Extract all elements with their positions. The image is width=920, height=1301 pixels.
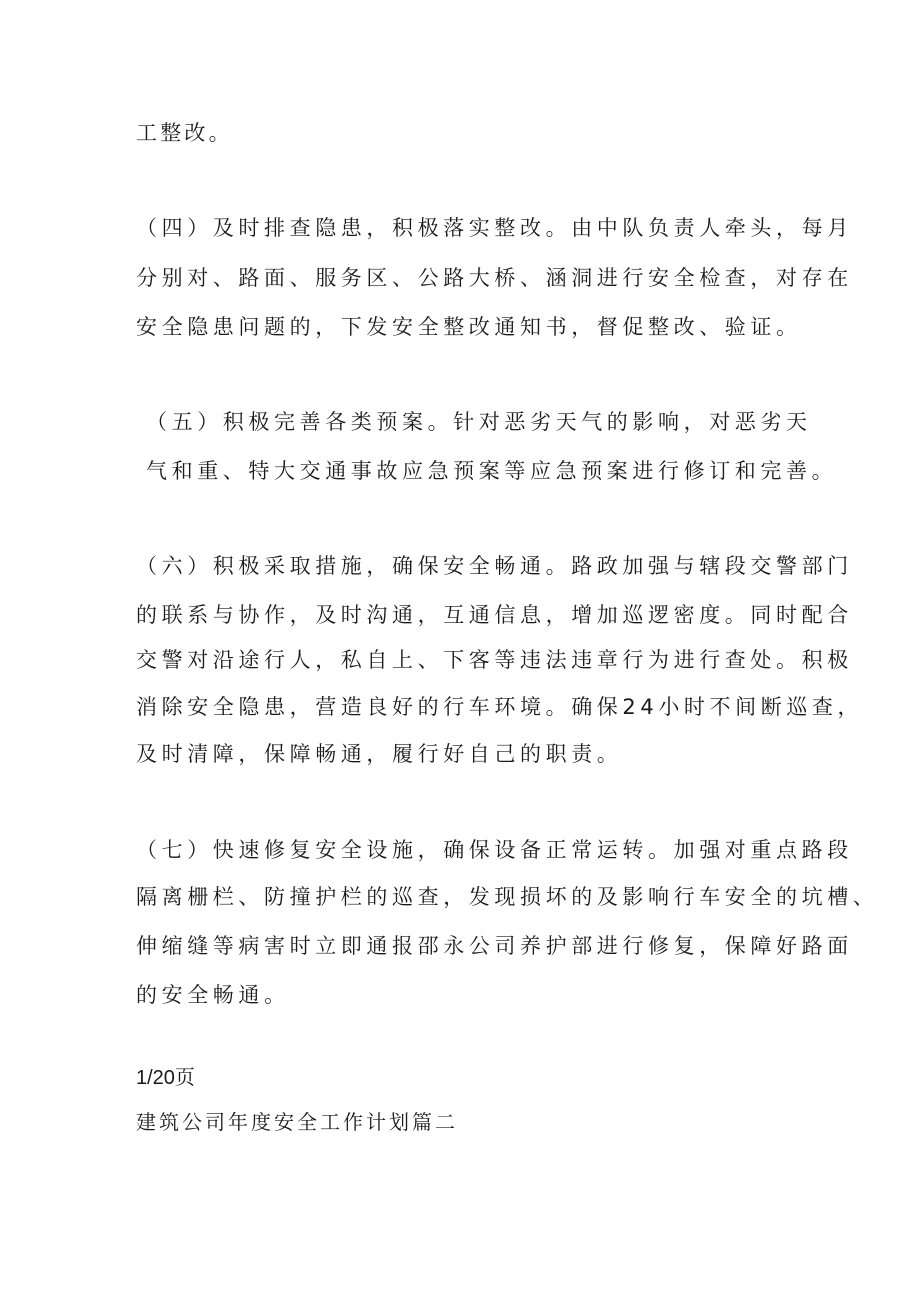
paragraph-line: 的联系与协作，及时沟通，互通信息，增加巡逻密度。同时配合 bbox=[136, 603, 853, 627]
paragraph-line: 隔离栅栏、防撞护栏的巡查，发现损坏的及影响行车安全的坑槽、 bbox=[136, 885, 879, 909]
paragraph-line: （四）及时排查隐患，积极落实整改。由中队负责人牵头，每月 bbox=[136, 216, 853, 240]
paragraph-line: 的安全畅通。 bbox=[136, 983, 290, 1007]
next-section-title: 建筑公司年度安全工作计划篇二 bbox=[136, 1110, 458, 1134]
paragraph-line: 伸缩缝等病害时立即通报邵永公司养护部进行修复，保障好路面 bbox=[136, 934, 853, 958]
paragraph-line: （七）快速修复安全设施，确保设备正常运转。加强对重点路段 bbox=[136, 838, 853, 862]
paragraph-line: 交警对沿途行人，私自上、下客等违法违章行为进行查处。积极 bbox=[136, 648, 853, 672]
paragraph-line: 安全隐患问题的，下发安全整改通知书，督促整改、验证。 bbox=[136, 315, 802, 339]
paragraph-line: 及时清障，保障畅通，履行好自己的职责。 bbox=[136, 742, 623, 766]
paragraph-line: （六）积极采取措施，确保安全畅通。路政加强与辖段交警部门 bbox=[136, 554, 853, 578]
page-indicator: 1/20页 bbox=[136, 1067, 195, 1089]
paragraph-line: 工整改。 bbox=[136, 121, 233, 145]
paragraph-line: 分别对、路面、服务区、公路大桥、涵洞进行安全检查，对存在 bbox=[136, 266, 853, 290]
paragraph-line: 消除安全隐患，营造良好的行车环境。确保24小时不间断巡查， bbox=[136, 695, 864, 719]
paragraph-line: 气和重、特大交通事故应急预案等应急预案进行修订和完善。 bbox=[146, 459, 838, 483]
paragraph-line: （五）积极完善各类预案。针对恶劣天气的影响，对恶劣天 bbox=[146, 410, 812, 434]
